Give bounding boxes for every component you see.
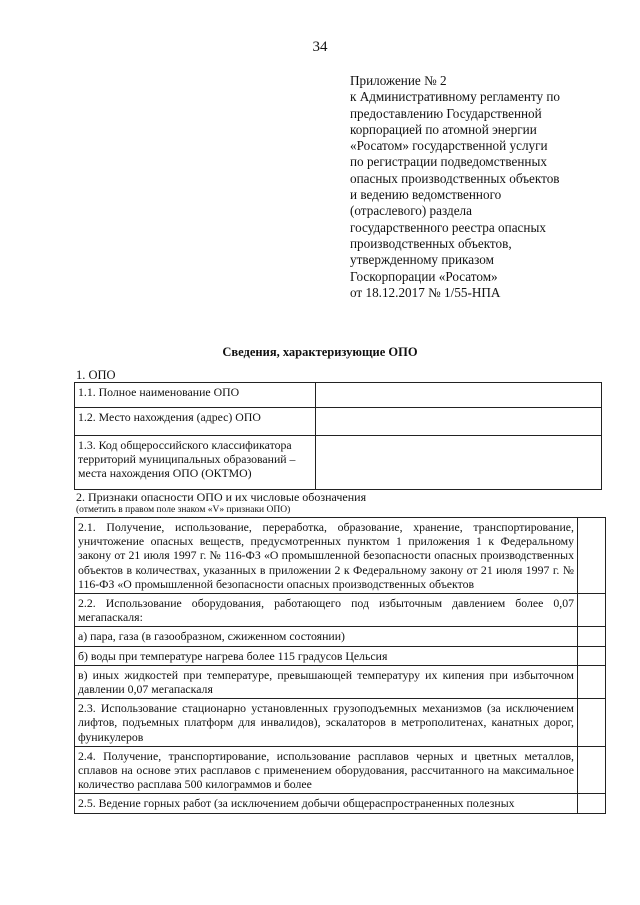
hazard-item-2-4: 2.4. Получение, транспортирование, использование расплавов черных и цветных металлов, сплавов на основе этих расплавов с применением оборудования, рассчитанного на максимальное количество расплава 500 килограммов и более: [75, 746, 578, 794]
hazard-item-2-3: 2.3. Использование стационарно установленных грузоподъемных механизмов (за исключением лифтов, подъемных платформ для инвалидов), эскалаторов в метрополитенах, канатных дорог, фуникулеров: [75, 699, 578, 747]
table-row: [75, 699, 606, 747]
hazard-mark-2-2-b[interactable]: [578, 646, 606, 665]
hazard-mark-2-1[interactable]: [578, 518, 606, 594]
appendix-line: Приложение № 2: [350, 73, 447, 88]
table-row: [75, 436, 602, 490]
hazard-mark-2-4[interactable]: [578, 746, 606, 794]
table-row: [75, 646, 606, 665]
opo-address-field[interactable]: [316, 408, 602, 436]
hazard-mark-2-2-v[interactable]: [578, 665, 606, 698]
hazard-item-2-2: 2.2. Использование оборудования, работающего под избыточным давлением более 0,07 мегапаскаля:: [75, 594, 578, 627]
hazard-item-2-2-v: в) иных жидкостей при температуре, превышающей температуру их кипения при избыточном давлении 0,07 мегапаскаля: [75, 665, 578, 698]
appendix-line: Госкорпорации «Росатом»: [350, 268, 498, 284]
document-title: Сведения, характеризующие ОПО: [222, 345, 418, 359]
hazard-mark-2-2-a[interactable]: [578, 627, 606, 646]
table-row: [75, 383, 602, 408]
hazard-item-2-2-b: б) воды при температуре нагрева более 115 градусов Цельсия: [75, 646, 578, 665]
hazard-item-2-5: 2.5. Ведение горных работ (за исключением добычи общераспространенных полезных: [75, 794, 578, 813]
appendix-line: производственных объектов,: [350, 235, 512, 251]
appendix-line: «Росатом» государственной услуги: [350, 138, 548, 154]
hazard-item-2-2-a: а) пара, газа (в газообразном, сжиженном состоянии): [75, 627, 578, 646]
appendix-line: корпорацией по атомной энергии: [350, 121, 537, 137]
table-row: [75, 746, 606, 794]
opo-address-label: 1.2. Место нахождения (адрес) ОПО: [75, 408, 316, 436]
appendix-line: и ведению ведомственного: [350, 187, 502, 203]
appendix-header: [350, 73, 610, 301]
appendix-line: государственного реестра опасных: [350, 219, 546, 235]
section-2-heading: 2. Признаки опасности ОПО и их числовые обозначения: [76, 490, 367, 504]
opo-full-name-label: 1.1. Полное наименование ОПО: [75, 383, 316, 408]
appendix-line: предоставлению Государственной: [350, 105, 542, 121]
appendix-line: к Административному регламенту по: [350, 89, 561, 105]
hazard-signs-table: [74, 517, 606, 814]
oktmo-code-label: 1.3. Код общероссийского классификатора территорий муниципальных образований – места нахождения ОПО (ОКТМО): [75, 436, 316, 490]
appendix-line: опасных производственных объектов: [350, 170, 560, 186]
oktmo-code-field[interactable]: [316, 436, 602, 490]
table-row: [75, 408, 602, 436]
table-row: [75, 665, 606, 698]
appendix-line: (отраслевого) раздела: [350, 203, 472, 219]
appendix-line: по регистрации подведомственных: [350, 154, 547, 170]
table-row: [75, 594, 606, 627]
appendix-line: утвержденному приказом: [350, 252, 494, 268]
page-number: 34: [312, 39, 328, 55]
hazard-item-2-1: 2.1. Получение, использование, переработка, образование, хранение, транспортирование, уничтожение опасных веществ, предусмотренных пунктом 1 приложения 1 к Федеральному закону от 21 июля 1997 г. № 116-ФЗ «О промышленной безопасности опасных производственных объектов в количествах, указанных в приложении 2 к Федеральному закону от 21 июля 1997 г. № 116-ФЗ «О промышленной безопасности опасных производственных объектов: [75, 518, 578, 594]
opo-full-name-field[interactable]: [316, 383, 602, 408]
hazard-mark-2-5[interactable]: [578, 794, 606, 813]
appendix-line: от 18.12.2017 № 1/55-НПА: [350, 284, 501, 300]
section-1-heading: 1. ОПО: [76, 368, 116, 382]
table-row: [75, 518, 606, 594]
table-row: [75, 627, 606, 646]
opo-info-table: [74, 382, 602, 490]
hazard-mark-2-3[interactable]: [578, 699, 606, 747]
hazard-mark-2-2[interactable]: [578, 594, 606, 627]
section-2-note: (отметить в правом поле знаком «V» признаки ОПО): [76, 505, 291, 515]
table-row: [75, 794, 606, 813]
